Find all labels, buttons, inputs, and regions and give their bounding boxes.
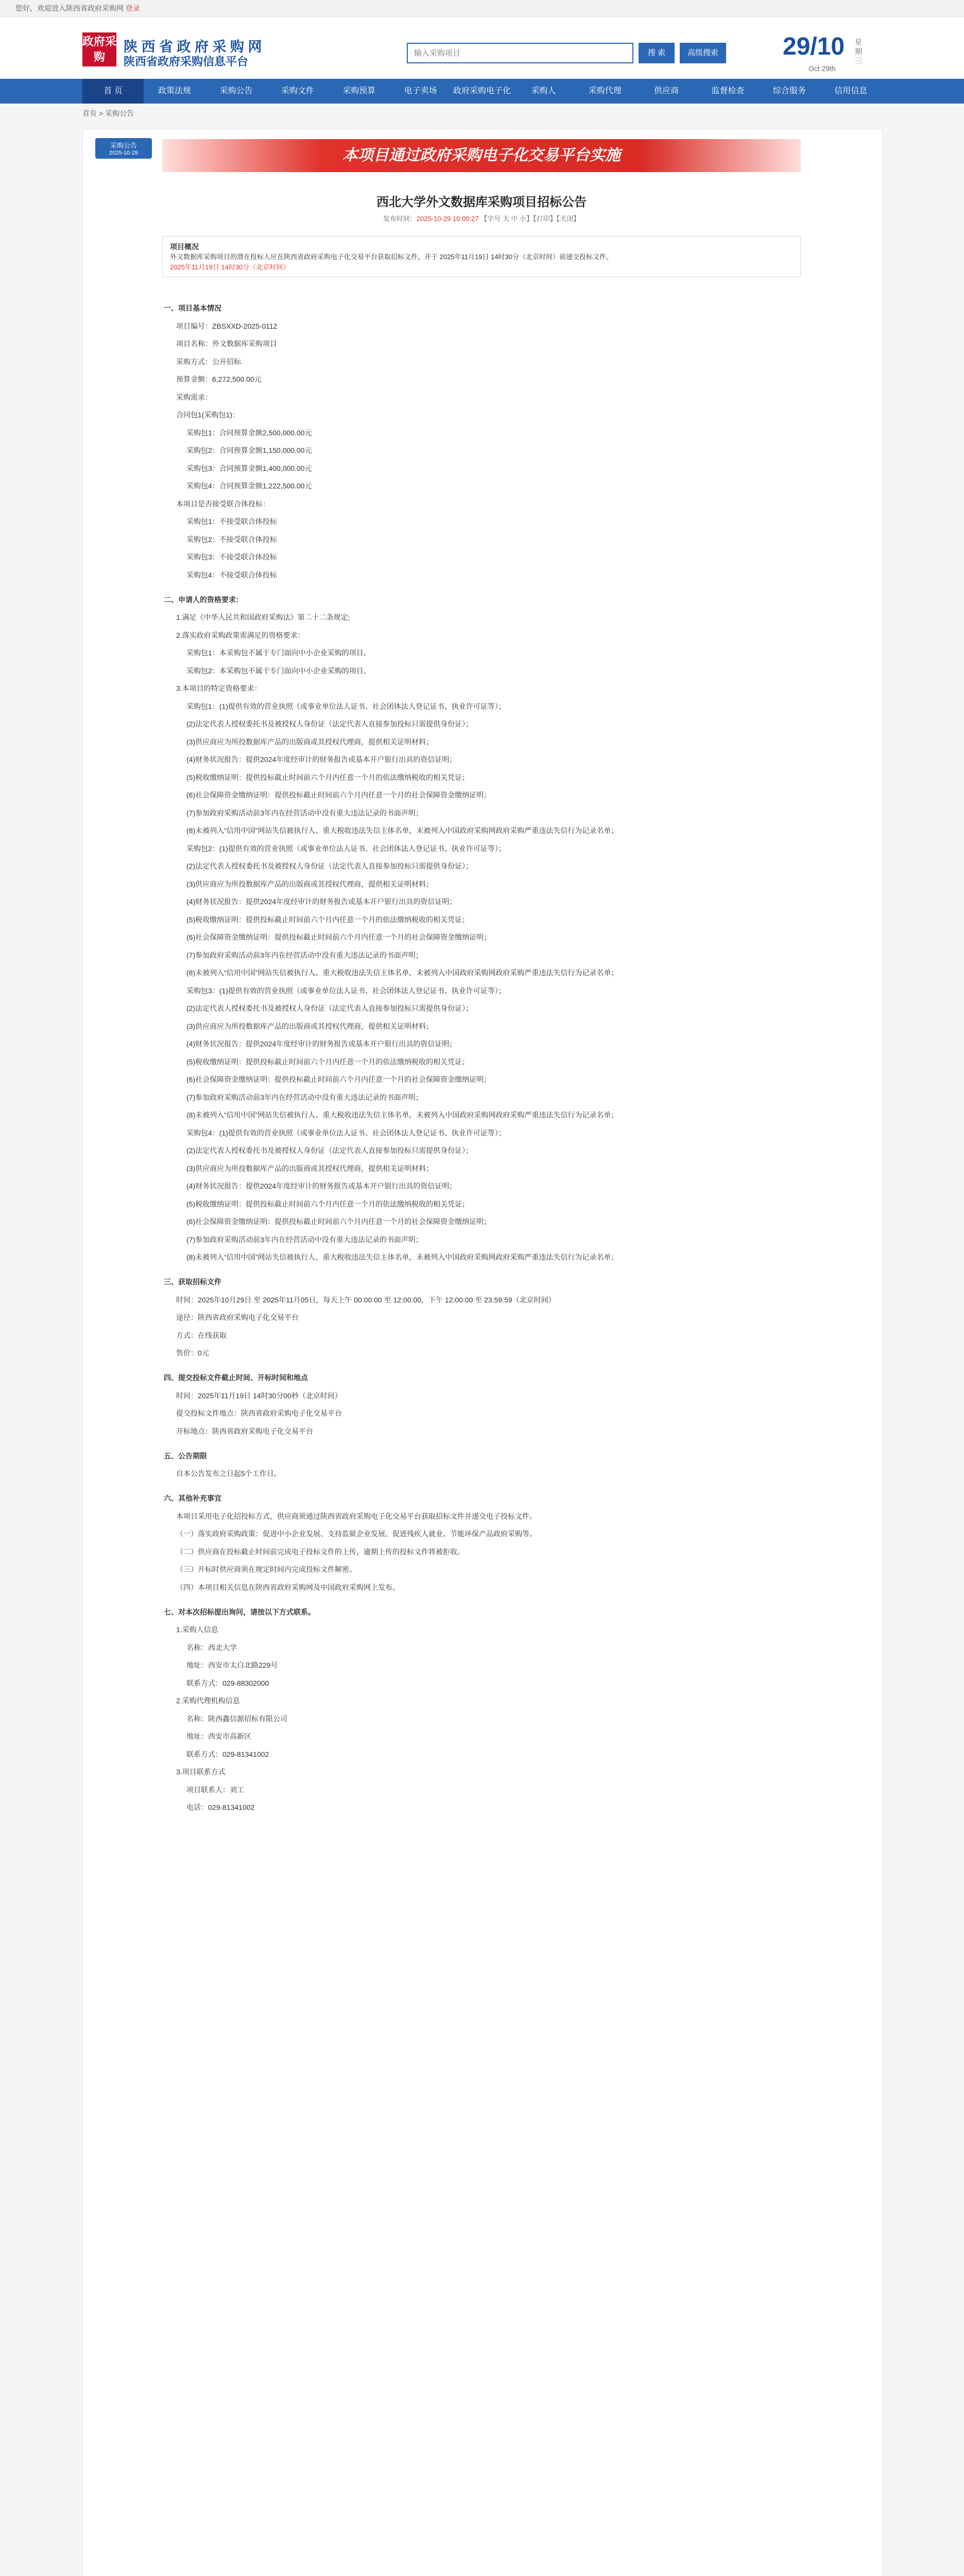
body-line: 名称：陕西鑫信源招标有限公司 bbox=[186, 1714, 287, 1723]
body-line: (3)供应商应为所投数据库产品的出版商或其授权代理商，提供相关证明材料； bbox=[186, 737, 434, 746]
body-line: 时间：2025年10月29日 至 2025年11月05日，每天上午 00:00:00 至 12:00:00，下午 12:00:00 至 23:59:59（北京时间） bbox=[176, 1295, 556, 1304]
nav-item[interactable]: 综合服务 bbox=[772, 87, 806, 95]
body-line: (6)社会保障资金缴纳证明：提供投标截止时间前六个月内任意一个月的社会保障资金缴纳证明； bbox=[186, 933, 491, 941]
body-line: (4)财务状况报告：提供2024年度经审计的财务报告或基本开户银行出具的资信证明； bbox=[186, 1040, 457, 1048]
body-line: 采购包2：合同预算金额1,150,000.00元 bbox=[186, 446, 312, 454]
body-line: 采购包1：合同预算金额2,500,000.00元 bbox=[186, 428, 312, 437]
body-line: （三）开标时供应商须在规定时间内完成投标文件解密。 bbox=[176, 1565, 356, 1573]
side-tag-date: 2025-10-29 bbox=[109, 150, 139, 156]
nav-item[interactable]: 首 页 bbox=[82, 79, 144, 104]
body-line: (8)未被列入“信用中国”网站失信被执行人、重大税收违法失信主体名单，未被列入中国政府采购网政府采购严重违法失信行为记录名单； bbox=[186, 1253, 618, 1261]
date-widget bbox=[783, 32, 886, 73]
body-line: 合同包1(采购包1)： bbox=[176, 411, 239, 419]
body-line: 联系方式：029-88302000 bbox=[186, 1679, 269, 1687]
section-heading: 三、获取招标文件 bbox=[164, 1278, 221, 1286]
date-weekday: 星期三 bbox=[855, 38, 862, 65]
body-line: (2)法定代表人授权委托书及被授权人身份证（法定代表人直接参加投标只需提供身份证）； bbox=[186, 862, 473, 870]
body-line: (5)税收缴纳证明：提供投标截止时间前六个月内任意一个月的依法缴纳税收的相关凭证； bbox=[186, 1057, 470, 1066]
meta-prefix: 发布时间： bbox=[383, 215, 417, 223]
body-line: 地址：西安市太白北路229号 bbox=[186, 1661, 278, 1669]
doc-meta bbox=[162, 213, 801, 223]
nav-item[interactable]: 信用信息 bbox=[834, 87, 868, 95]
nav-item[interactable]: 采购预算 bbox=[342, 87, 376, 95]
login-link[interactable]: 登录 bbox=[125, 4, 140, 12]
advanced-search-button[interactable]: 高级搜索 bbox=[680, 43, 726, 63]
body-line: 采购包4：(1)提供有效的营业执照（或事业单位法人证书、社会团体法人登记证书、执业许可证等）； bbox=[186, 1128, 506, 1137]
body-line: 本项目是否接受联合体投标： bbox=[176, 499, 270, 508]
summary-deadline: 2025年11月19日 14时30分（北京时间） bbox=[170, 263, 290, 271]
nav-item[interactable]: 政府采购电子化 bbox=[453, 87, 511, 95]
body-line: 采购包3：合同预算金额1,400,000.00元 bbox=[186, 464, 312, 472]
body-line: (6)社会保障资金缴纳证明：提供投标截止时间前六个月内任意一个月的社会保障资金缴纳证明； bbox=[186, 1217, 491, 1226]
body-line: 采购包2：本采购包不属于专门面向中小企业采购的项目。 bbox=[186, 666, 371, 675]
nav-item[interactable]: 采购公告 bbox=[219, 87, 253, 95]
body-line: 项目编号：ZBSXXD-2025-0112 bbox=[176, 321, 278, 330]
body-line: (3)供应商应为所投数据库产品的出版商或其授权代理商，提供相关证明材料； bbox=[186, 879, 434, 888]
body-line: (6)社会保障资金缴纳证明：提供投标截止时间前六个月内任意一个月的社会保障资金缴纳证明； bbox=[186, 791, 491, 799]
nav-item[interactable]: 采购人 bbox=[531, 87, 556, 95]
body-line: 售价：0元 bbox=[176, 1349, 209, 1357]
site-title: 陕 西 省 政 府 采 购 网 bbox=[124, 39, 262, 55]
body-line: 时间：2025年11月19日 14时30分00秒（北京时间） bbox=[176, 1391, 342, 1400]
body-line: 提交投标文件地点：陕西省政府采购电子化交易平台 bbox=[176, 1409, 342, 1417]
body-line: 1.采购人信息 bbox=[176, 1625, 218, 1634]
meta-controls[interactable]: 【字号 大 中 小】【打印】【关闭】 bbox=[480, 215, 580, 223]
nav-item[interactable]: 供应商 bbox=[654, 87, 679, 95]
main-nav bbox=[0, 79, 964, 104]
body-line: 3.本项目的特定资格要求： bbox=[176, 684, 262, 692]
body-line: (4)财务状况报告：提供2024年度经审计的财务报告或基本开户银行出具的资信证明； bbox=[186, 1182, 457, 1190]
body-line: 采购包2：(1)提供有效的营业执照（或事业单位法人证书、社会团体法人登记证书、执业许可证等）； bbox=[186, 844, 506, 853]
body-line: 采购需求： bbox=[176, 393, 212, 401]
section-heading: 一、项目基本情况 bbox=[164, 304, 221, 312]
body-line: 开标地点：陕西省政府采购电子化交易平台 bbox=[176, 1427, 313, 1435]
body-line: 采购包1：本采购包不属于专门面向中小企业采购的项目。 bbox=[186, 649, 371, 657]
section-heading: 五、公告期限 bbox=[164, 1451, 207, 1460]
body-line: (3)供应商应为所投数据库产品的出版商或其授权代理商，提供相关证明材料； bbox=[186, 1164, 434, 1173]
body-line: 3.项目联系方式 bbox=[176, 1768, 226, 1776]
body-line: 自本公告发布之日起5个工作日。 bbox=[176, 1469, 281, 1478]
site-logo[interactable]: 政府采购 bbox=[82, 32, 116, 66]
body-line: (8)未被列入“信用中国”网站失信被执行人、重大税收违法失信主体名单，未被列入中国政府采购网政府采购严重违法失信行为记录名单； bbox=[186, 1111, 618, 1119]
body-line: 2.采购代理机构信息 bbox=[176, 1697, 240, 1705]
body-line: 本项目采用电子化招投标方式，供应商须通过陕西省政府采购电子化交易平台获取招标文件并递交电子投标文件。 bbox=[176, 1512, 537, 1520]
body-line: 1.满足《中华人民共和国政府采购法》第二十二条规定; bbox=[176, 613, 350, 621]
body-line: （四）本项目相关信息在陕西省政府采购网及中国政府采购网上发布。 bbox=[176, 1583, 400, 1591]
nav-item[interactable]: 监督检查 bbox=[711, 87, 745, 95]
nav-item[interactable]: 采购文件 bbox=[281, 87, 314, 95]
section-heading: 四、提交投标文件截止时间、开标时间和地点 bbox=[164, 1374, 308, 1382]
body-line: 电话：029-81341002 bbox=[186, 1803, 255, 1811]
body-line: (2)法定代表人授权委托书及被授权人身份证（法定代表人直接参加投标只需提供身份证）； bbox=[186, 1146, 473, 1155]
section-heading: 二、申请人的资格要求： bbox=[164, 595, 243, 604]
nav-item[interactable]: 政策法规 bbox=[158, 87, 192, 95]
body-line: (8)未被列入“信用中国”网站失信被执行人、重大税收违法失信主体名单，未被列入中国政府采购网政府采购严重违法失信行为记录名单； bbox=[186, 826, 618, 835]
body-line: (7)参加政府采购活动前3年内在经营活动中没有重大违法记录的书面声明； bbox=[186, 1235, 423, 1244]
body-line: 采购方式：公开招标 bbox=[176, 357, 241, 366]
body-line: 联系方式：029-81341002 bbox=[186, 1750, 269, 1758]
body-line: 采购包1：(1)提供有效的营业执照（或事业单位法人证书、社会团体法人登记证书、执业许可证等）； bbox=[186, 702, 506, 710]
section-heading: 七、对本次招标提出询问，请按以下方式联系。 bbox=[164, 1607, 315, 1616]
nav-item[interactable]: 采购代理 bbox=[588, 87, 622, 95]
body-line: 名称：西北大学 bbox=[186, 1643, 237, 1652]
body-line: 采购包3：(1)提供有效的营业执照（或事业单位法人证书、社会团体法人登记证书、执业许可证等）； bbox=[186, 986, 506, 995]
date-month: Oct 29th bbox=[808, 64, 836, 73]
body-line: 方式：在线获取 bbox=[176, 1331, 227, 1340]
body-line: 采购包4：合同预算金额1,222,500.00元 bbox=[186, 482, 312, 490]
body-line: (8)未被列入“信用中国”网站失信被执行人、重大税收违法失信主体名单，未被列入中国政府采购网政府采购严重违法失信行为记录名单； bbox=[186, 969, 618, 977]
publish-time: 2025-10-29 10:00:27 bbox=[416, 215, 479, 223]
header bbox=[0, 17, 964, 79]
body-line: (2)法定代表人授权委托书及被授权人身份证（法定代表人直接参加投标只需提供身份证）； bbox=[186, 1004, 473, 1012]
search-input[interactable] bbox=[407, 43, 633, 63]
body-line: 采购包3：不接受联合体投标 bbox=[186, 553, 277, 561]
summary-line: 外文数据库采购项目的潜在投标人应在陕西省政府采购电子化交易平台获取招标文件，并于 2025年11月19日 14时30分（北京时间）前递交投标文件。 bbox=[170, 253, 613, 261]
breadcrumb: 首页 > 采购公告 bbox=[82, 109, 134, 117]
body-line: 项目名称：外文数据库采购项目 bbox=[176, 340, 277, 348]
body-line: (7)参加政府采购活动前3年内在经营活动中没有重大违法记录的书面声明； bbox=[186, 951, 423, 959]
side-tag-label: 采购公告 bbox=[110, 142, 137, 149]
project-summary bbox=[162, 236, 801, 277]
body-line: (2)法定代表人授权委托书及被授权人身份证（法定代表人直接参加投标只需提供身份证）； bbox=[186, 720, 473, 728]
body-line: 途径：陕西省政府采购电子化交易平台 bbox=[176, 1313, 299, 1321]
platform-banner: 本项目通过政府采购电子化交易平台实施 bbox=[162, 139, 801, 172]
summary-title: 项目概况 bbox=[170, 243, 199, 251]
body-line: （二）供应商在投标截止时间前完成电子投标文件的上传，逾期上传的投标文件将被拒收。 bbox=[176, 1547, 464, 1556]
announcement-body bbox=[164, 289, 802, 1820]
search-button[interactable]: 搜 索 bbox=[639, 43, 675, 63]
body-line: 采购包2：不接受联合体投标 bbox=[186, 535, 277, 544]
body-line: (5)税收缴纳证明：提供投标截止时间前六个月内任意一个月的依法缴纳税收的相关凭证； bbox=[186, 773, 470, 782]
body-line: (3)供应商应为所投数据库产品的出版商或其授权代理商，提供相关证明材料； bbox=[186, 1022, 434, 1030]
body-line: (7)参加政府采购活动前3年内在经营活动中没有重大违法记录的书面声明； bbox=[186, 808, 423, 817]
body-line: （一）落实政府采购政策：促进中小企业发展、支持监狱企业发展、促进残疾人就业、节能环保产品政府采购等。 bbox=[176, 1530, 537, 1538]
body-line: (7)参加政府采购活动前3年内在经营活动中没有重大违法记录的书面声明； bbox=[186, 1093, 423, 1101]
section-heading: 六、其他补充事宜 bbox=[164, 1494, 221, 1502]
welcome-text: 您好，欢迎进入陕西省政府采购网 bbox=[15, 4, 124, 12]
side-tag bbox=[95, 138, 152, 159]
body-line: 2.落实政府采购政策需满足的资格要求： bbox=[176, 631, 305, 639]
body-line: 地址：西安市高新区 bbox=[186, 1732, 251, 1740]
nav-item[interactable]: 电子卖场 bbox=[404, 87, 437, 95]
body-line: (5)税收缴纳证明：提供投标截止时间前六个月内任意一个月的依法缴纳税收的相关凭证； bbox=[186, 915, 470, 924]
body-line: 采购包1：不接受联合体投标 bbox=[186, 517, 277, 526]
body-line: 预算金额：6,272,500.00元 bbox=[176, 375, 262, 383]
top-bar bbox=[0, 0, 964, 17]
body-line: (4)财务状况报告：提供2024年度经审计的财务报告或基本开户银行出具的资信证明； bbox=[186, 755, 457, 764]
body-line: 采购包4：不接受联合体投标 bbox=[186, 570, 277, 579]
site-subtitle: 陕西省政府采购信息平台 bbox=[124, 55, 249, 68]
body-line: (4)财务状况报告：提供2024年度经审计的财务报告或基本开户银行出具的资信证明； bbox=[186, 897, 457, 906]
page-title: 西北大学外文数据库采购项目招标公告 bbox=[376, 195, 587, 209]
date-day: 29/10 bbox=[783, 33, 845, 60]
body-line: 项目联系人：刘工 bbox=[186, 1785, 244, 1794]
body-line: (5)税收缴纳证明：提供投标截止时间前六个月内任意一个月的依法缴纳税收的相关凭证； bbox=[186, 1199, 470, 1208]
body-line: (6)社会保障资金缴纳证明：提供投标截止时间前六个月内任意一个月的社会保障资金缴纳证明； bbox=[186, 1075, 491, 1083]
